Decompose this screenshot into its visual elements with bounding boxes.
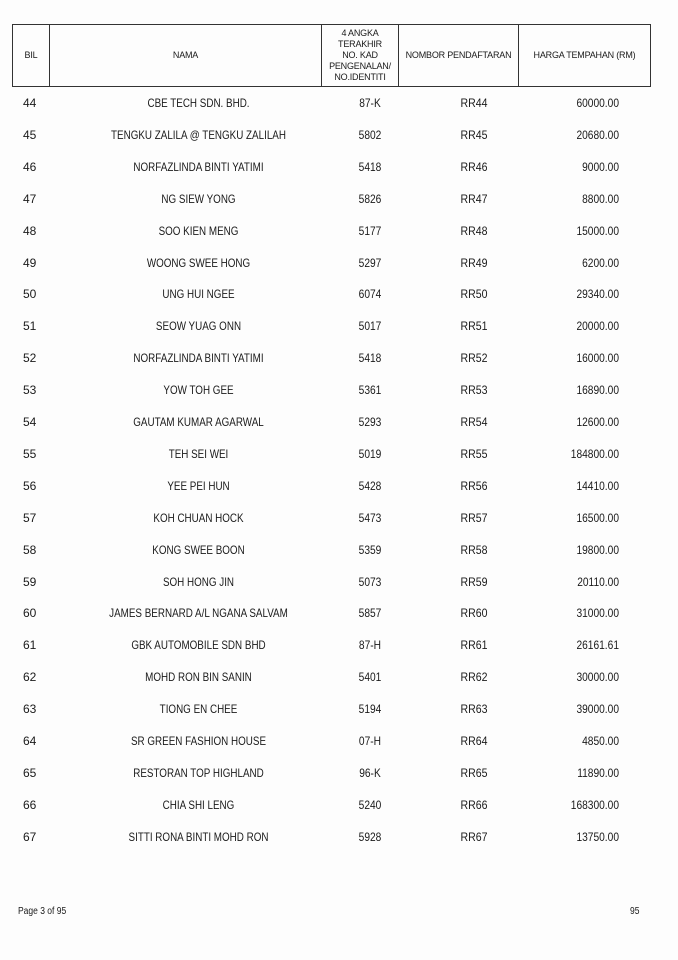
cell-bil: 67	[23, 829, 37, 844]
cell-bil: 64	[23, 734, 37, 748]
cell-nombor: RR59	[460, 574, 488, 589]
cell-nombor: RR64	[460, 734, 488, 748]
cell-kad: 87-K	[359, 96, 381, 110]
cell-nama: NORFAZLINDA BINTI YATIMI	[133, 351, 264, 366]
table-header	[12, 24, 651, 87]
header-kad-line1: 4 ANGKA TERAKHIR	[338, 28, 382, 49]
cell-bil: 63	[23, 702, 37, 717]
cell-nama: YEE PEI HUN	[167, 478, 230, 493]
cell-nombor: RR56	[460, 478, 488, 493]
cell-nama: YOW TOH GEE	[163, 383, 234, 398]
cell-bil: 45	[23, 127, 37, 142]
header-kad-line2: NO. KAD	[342, 50, 378, 60]
cell-kad: 5177	[358, 223, 382, 238]
cell-nombor: RR47	[460, 191, 488, 206]
cell-nombor: RR57	[460, 510, 488, 525]
table-row	[12, 247, 651, 279]
cell-bil: 61	[23, 638, 37, 653]
table-row	[12, 725, 651, 757]
cell-harga: 20680.00	[576, 127, 619, 142]
cell-nama: TEH SEI WEI	[168, 446, 229, 461]
cell-bil: 65	[23, 765, 37, 780]
cell-harga: 9000.00	[582, 159, 619, 174]
cell-nombor: RR53	[460, 383, 488, 398]
cell-nombor: RR49	[460, 255, 488, 270]
cell-nombor: RR58	[460, 542, 488, 557]
cell-kad: 5361	[358, 383, 382, 398]
table-row	[12, 821, 651, 853]
table-row	[12, 661, 651, 693]
cell-harga: 30000.00	[576, 670, 619, 685]
cell-nama: TIONG EN CHEE	[159, 702, 238, 717]
table-row	[12, 438, 651, 470]
table-row	[12, 406, 651, 438]
page-indicator: Page 3 of 95	[18, 906, 67, 917]
table-row	[12, 310, 651, 342]
table-row	[12, 215, 651, 247]
cell-bil: 62	[23, 670, 37, 685]
cell-nombor: RR48	[460, 223, 488, 238]
cell-bil: 52	[23, 351, 37, 366]
cell-kad: 5240	[358, 797, 382, 812]
cell-kad: 5857	[358, 606, 382, 621]
cell-bil: 53	[23, 383, 37, 398]
cell-kad: 5928	[358, 829, 382, 844]
cell-kad: 96-K	[359, 765, 381, 780]
cell-nama: CBE TECH SDN. BHD.	[147, 96, 250, 110]
cell-nama: TENGKU ZALILA @ TENGKU ZALILAH	[111, 127, 286, 142]
cell-nama: SEOW YUAG ONN	[155, 319, 242, 334]
cell-kad: 87-H	[358, 638, 382, 653]
cell-harga: 168300.00	[570, 797, 619, 812]
cell-nombor: RR66	[460, 797, 488, 812]
table-row	[12, 693, 651, 725]
cell-kad: 5473	[358, 510, 382, 525]
header-nombor: NOMBOR PENDAFTARAN	[405, 50, 512, 60]
table-row	[12, 183, 651, 215]
cell-bil: 46	[23, 159, 37, 174]
cell-kad: 07-H	[358, 734, 382, 748]
cell-harga: 15000.00	[576, 223, 619, 238]
cell-nama: NORFAZLINDA BINTI YATIMI	[133, 159, 264, 174]
cell-harga: 31000.00	[576, 606, 619, 621]
cell-nombor: RR45	[460, 127, 488, 142]
cell-harga: 19800.00	[576, 542, 619, 557]
cell-kad: 5359	[358, 542, 382, 557]
cell-nama: JAMES BERNARD A/L NGANA SALVAM	[109, 606, 288, 621]
cell-nombor: RR54	[460, 415, 488, 429]
table-row	[12, 757, 651, 789]
cell-nombor: RR51	[460, 319, 488, 334]
cell-bil: 48	[23, 223, 37, 238]
cell-bil: 55	[23, 446, 37, 461]
cell-kad: 5802	[358, 127, 382, 142]
cell-bil: 58	[23, 542, 37, 557]
cell-nama: RESTORAN TOP HIGHLAND	[133, 765, 264, 780]
cell-bil: 59	[23, 574, 37, 589]
table-row	[12, 374, 651, 406]
cell-harga: 12600.00	[576, 415, 619, 429]
header-kad	[322, 25, 398, 86]
cell-kad: 5073	[358, 574, 382, 589]
cell-harga: 14410.00	[576, 478, 619, 493]
cell-harga: 29340.00	[576, 287, 619, 302]
cell-harga: 8800.00	[582, 191, 619, 206]
cell-bil: 57	[23, 510, 37, 525]
cell-nama: GBK AUTOMOBILE SDN BHD	[131, 638, 266, 653]
cell-kad: 5401	[358, 670, 382, 685]
table-row	[12, 278, 651, 310]
cell-nombor: RR62	[460, 670, 488, 685]
cell-kad: 5017	[358, 319, 382, 334]
cell-nombor: RR61	[460, 638, 488, 653]
cell-bil: 54	[23, 415, 37, 429]
cell-harga: 16890.00	[576, 383, 619, 398]
cell-nombor: RR63	[460, 702, 488, 717]
cell-bil: 60	[23, 606, 37, 621]
cell-harga: 6200.00	[582, 255, 619, 270]
cell-kad: 5019	[358, 446, 382, 461]
cell-harga: 13750.00	[576, 829, 619, 844]
cell-nombor: RR60	[460, 606, 488, 621]
cell-nama: KONG SWEE BOON	[152, 542, 245, 557]
cell-nama: KOH CHUAN HOCK	[153, 510, 244, 525]
cell-kad: 5418	[358, 351, 382, 366]
cell-kad: 5194	[358, 702, 382, 717]
cell-kad: 6074	[358, 287, 382, 302]
cell-nama: CHIA SHI LENG	[162, 797, 235, 812]
cell-kad: 5826	[358, 191, 382, 206]
table-row	[12, 342, 651, 374]
table-row	[12, 566, 651, 598]
cell-harga: 39000.00	[576, 702, 619, 717]
cell-nombor: RR65	[460, 765, 488, 780]
cell-bil: 49	[23, 255, 37, 270]
cell-nombor: RR44	[460, 96, 488, 110]
cell-bil: 44	[23, 96, 37, 110]
cell-nama: SOH HONG JIN	[162, 574, 235, 589]
table-row	[12, 119, 651, 151]
cell-nama: MOHD RON BIN SANIN	[145, 670, 252, 685]
header-nama: NAMA	[172, 50, 199, 60]
cell-harga: 4850.00	[582, 734, 619, 748]
table-row	[12, 597, 651, 629]
cell-nombor: RR55	[460, 446, 488, 461]
cell-bil: 47	[23, 191, 37, 206]
cell-bil: 66	[23, 797, 37, 812]
cell-harga: 20000.00	[576, 319, 619, 334]
table-row	[12, 534, 651, 566]
cell-nama: NG SIEW YONG	[161, 191, 236, 206]
cell-bil: 56	[23, 478, 37, 493]
cell-harga: 16500.00	[576, 510, 619, 525]
header-harga: HARGA TEMPAHAN (RM)	[533, 50, 636, 60]
cell-nama: SR GREEN FASHION HOUSE	[130, 734, 267, 748]
cell-harga: 60000.00	[576, 96, 619, 110]
cell-kad: 5297	[358, 255, 382, 270]
cell-harga: 26161.61	[576, 638, 619, 653]
cell-nama: WOONG SWEE HONG	[146, 255, 251, 270]
table-row	[12, 470, 651, 502]
cell-nombor: RR50	[460, 287, 488, 302]
cell-nombor: RR67	[460, 829, 488, 844]
cell-nama: UNG HUI NGEE	[162, 287, 235, 302]
table-row	[12, 502, 651, 534]
table-row	[12, 87, 651, 119]
cell-harga: 16000.00	[576, 351, 619, 366]
cell-harga: 20110.00	[577, 574, 619, 589]
cell-bil: 50	[23, 287, 37, 302]
cell-harga: 184800.00	[570, 446, 619, 461]
table-row	[12, 789, 651, 821]
header-bil: BIL	[24, 50, 38, 60]
header-kad-line4: NO.IDENTITI	[334, 72, 386, 82]
cell-nama: SOO KIEN MENG	[158, 223, 239, 238]
cell-nama: GAUTAM KUMAR AGARWAL	[133, 415, 264, 429]
cell-bil: 51	[23, 319, 37, 334]
cell-nama: SITTI RONA BINTI MOHD RON	[128, 829, 269, 844]
cell-harga: 11890.00	[577, 765, 619, 780]
cell-nombor: RR52	[460, 351, 488, 366]
header-kad-line3: PENGENALAN/	[329, 61, 391, 71]
cell-kad: 5428	[358, 478, 382, 493]
cell-kad: 5418	[358, 159, 382, 174]
table-row	[12, 629, 651, 661]
cell-kad: 5293	[358, 415, 382, 429]
page-number: 95	[630, 906, 640, 917]
cell-nombor: RR46	[460, 159, 488, 174]
table-row	[12, 151, 651, 183]
